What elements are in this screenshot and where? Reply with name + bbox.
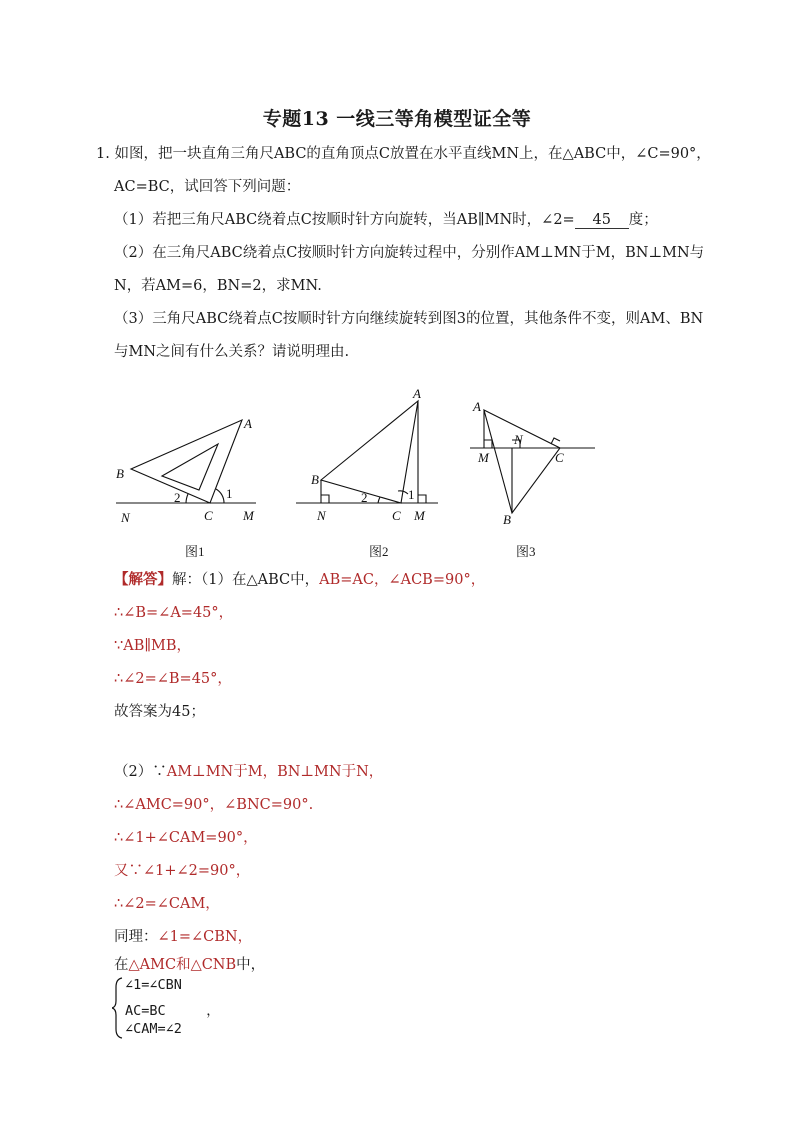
- system-line-2: AC=BC ，: [125, 1003, 220, 1019]
- part2-line-6: [114, 927, 252, 947]
- part2-same-red: ∠1=∠CBN，: [157, 929, 253, 945]
- part2-line-3: ∴∠1+∠CAM=90°，: [114, 830, 258, 846]
- fig3-label-m: M: [478, 450, 489, 465]
- fig2-caption: 图2: [369, 544, 389, 559]
- fig1-triangle-inner: [162, 444, 218, 490]
- part2-in-label: 在: [114, 957, 129, 973]
- fig1-angle-arc-2: [186, 494, 188, 503]
- part1-text: （1）若把三角尺ABC绕着点C按顺时针方向旋转，当AB∥MN时，∠2=: [114, 212, 575, 228]
- fig2-right-angle-m: [418, 495, 426, 503]
- fig2-label-c: C: [392, 508, 401, 523]
- fig2-label-1: 1: [408, 487, 415, 502]
- fig3-label-n: N: [514, 432, 523, 447]
- part2-line-4: 又∵∠1+∠2=90°，: [114, 863, 251, 879]
- fig3-label-c: C: [555, 450, 564, 465]
- answer-blank: 45: [575, 212, 629, 229]
- part2-line-7: [114, 955, 265, 975]
- fig1-label-1: 1: [226, 486, 233, 501]
- fig1-label-m: M: [243, 508, 254, 523]
- problem-line-4: （2）在三角尺ABC绕着点C按顺时针方向旋转过程中，分别作AM⊥MN于M，BN⊥MN与: [114, 245, 705, 261]
- page-title: 专题13 一线三等角模型证全等: [262, 108, 532, 130]
- fig3-caption: 图3: [516, 544, 536, 559]
- solution-jie: 解：: [172, 572, 201, 588]
- solution-tag: 【解答】: [114, 571, 172, 588]
- problem-line-2: AC=BC，试回答下列问题：: [114, 179, 301, 195]
- system-line-3: ∠CAM=∠2: [125, 1021, 182, 1037]
- part2-triangles: △AMC和△CNB: [128, 957, 237, 973]
- solution-line-4: ∴∠2=∠B=45°，: [114, 671, 232, 687]
- system-line-1: ∠1=∠CBN: [125, 977, 182, 993]
- fig1-label-b: B: [116, 466, 124, 481]
- fig3-right-angle-c: [551, 438, 560, 444]
- solution-line-3: ∵AB∥MB，: [114, 638, 192, 654]
- fig3-right-angle-m: [484, 440, 492, 448]
- solution-line-1: [114, 570, 485, 590]
- fig1-label-n: N: [121, 510, 130, 525]
- fig1-label-a: A: [244, 416, 252, 431]
- fig1-label-c: C: [204, 508, 213, 523]
- fig2-label-m: M: [414, 508, 425, 523]
- problem-line-1: 1. 如图，把一块直角三角尺ABC的直角顶点C放置在水平直线MN上，在△ABC中，∠C=90°，: [96, 146, 711, 162]
- fig3-triangle: [484, 410, 560, 513]
- solution-s1-red: AB=AC，∠ACB=90°，: [319, 572, 486, 588]
- part2-same-label: 同理：: [114, 929, 158, 945]
- fig3-label-a: A: [473, 399, 481, 414]
- problem-line-5: N，若AM=6，BN=2，求MN.: [114, 278, 322, 294]
- fig3-label-b: B: [503, 512, 511, 527]
- part2-line-5: ∴∠2=∠CAM，: [114, 896, 220, 912]
- fig1-label-2: 2: [174, 490, 181, 505]
- part2-line-2: ∴∠AMC=90°，∠BNC=90°.: [114, 797, 314, 813]
- part1-unit: 度；: [628, 212, 658, 228]
- fig2-label-a: A: [413, 386, 421, 401]
- problem-line-6: （3）三角尺ABC绕着点C按顺时针方向继续旋转到图3的位置，其他条件不变，则AM、BN: [114, 311, 704, 327]
- problem-line-7: 与MN之间有什么关系？请说明理由.: [114, 344, 350, 360]
- part2-red: AM⊥MN于M，BN⊥MN于N，: [166, 764, 384, 780]
- fig1-angle-arc-1: [216, 489, 224, 503]
- part2-line-1: [114, 762, 383, 782]
- part2-pre: （2）∵: [114, 764, 167, 780]
- fig2-label-2: 2: [361, 490, 368, 505]
- fig2-label-b: B: [311, 472, 319, 487]
- part2-in-suffix: 中，: [236, 957, 266, 973]
- fig2-label-n: N: [317, 508, 326, 523]
- fig2-triangle: [321, 401, 418, 503]
- solution-line-5: 故答案为45；: [114, 704, 205, 720]
- fig2-angle-arc-2: [378, 497, 380, 503]
- solution-s1-pre: （1）在△ABC中，: [201, 572, 320, 588]
- solution-line-2: ∴∠B=∠A=45°，: [114, 605, 234, 621]
- fig1-caption: 图1: [185, 544, 205, 559]
- fig2-right-angle-n: [321, 495, 329, 503]
- system-brace: [112, 977, 124, 1039]
